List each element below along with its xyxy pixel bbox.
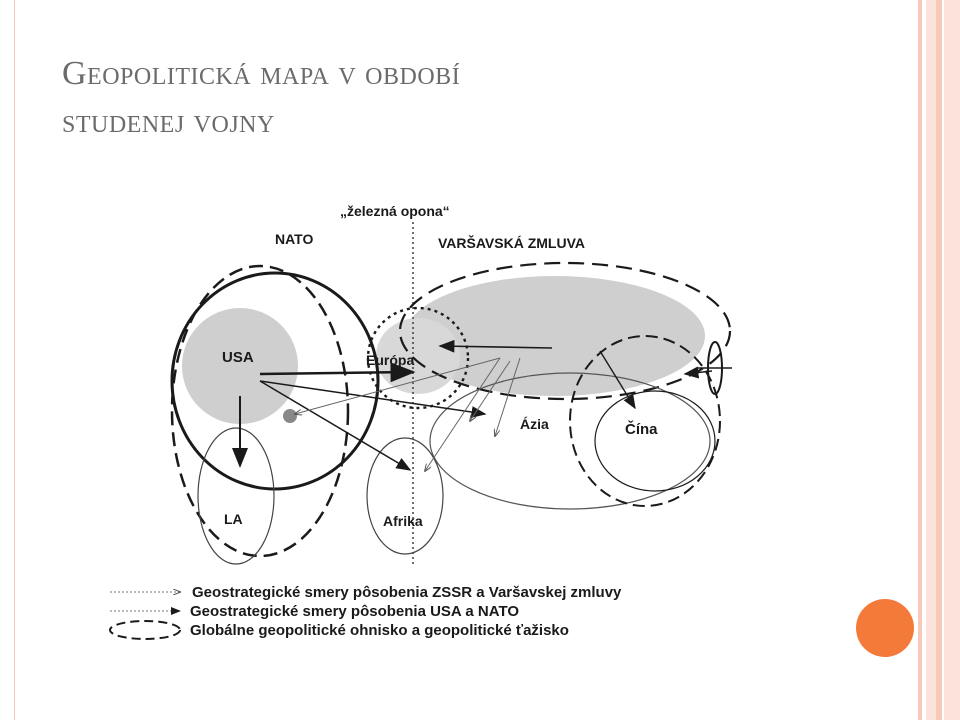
right-stripe-mid: [936, 0, 942, 720]
africa-ellipse: [367, 438, 443, 554]
usa-arrow-africa: [260, 381, 410, 470]
right-stripe-outer: [944, 0, 960, 720]
warsaw-label: VARŠAVSKÁ ZMLUVA: [438, 235, 585, 251]
right-stripe-light: [926, 0, 936, 720]
legend-text-focus: Globálne geopolitické ohnisko a geopolitické ťažisko: [190, 622, 569, 639]
asia-label: Ázia: [520, 416, 549, 432]
china-ellipse: [595, 391, 715, 491]
la-label: LA: [224, 511, 243, 527]
legend-text-ussr: Geostrategické smery pôsobenia ZSSR a Varšavskej zmluvy: [192, 584, 622, 601]
africa-label: Afrika: [383, 513, 423, 529]
usa-label: USA: [222, 349, 254, 366]
small-dot-marker: [283, 409, 297, 423]
slide-title: [62, 50, 822, 146]
nato-label: NATO: [275, 231, 314, 247]
legend-text-usa: Geostrategické smery pôsobenia USA a NATO: [190, 603, 519, 620]
la-ellipse: [198, 428, 274, 564]
legend-dashed-ellipse: [110, 621, 180, 639]
europe-label: Európa: [366, 352, 415, 368]
right-stripe-thin: [918, 0, 922, 720]
usa-arrow-asia: [260, 381, 485, 414]
slide-title-line1: Geopolitická mapa v období: [62, 55, 461, 92]
orange-circle-decoration: [856, 599, 914, 657]
cold-war-geopolitical-diagram: [100, 186, 740, 666]
china-label: Čína: [625, 421, 658, 438]
iron-curtain-label: „železná opona“: [340, 203, 450, 219]
slide-title-line2: studenej vojny: [62, 103, 275, 140]
left-border-line: [14, 0, 15, 720]
